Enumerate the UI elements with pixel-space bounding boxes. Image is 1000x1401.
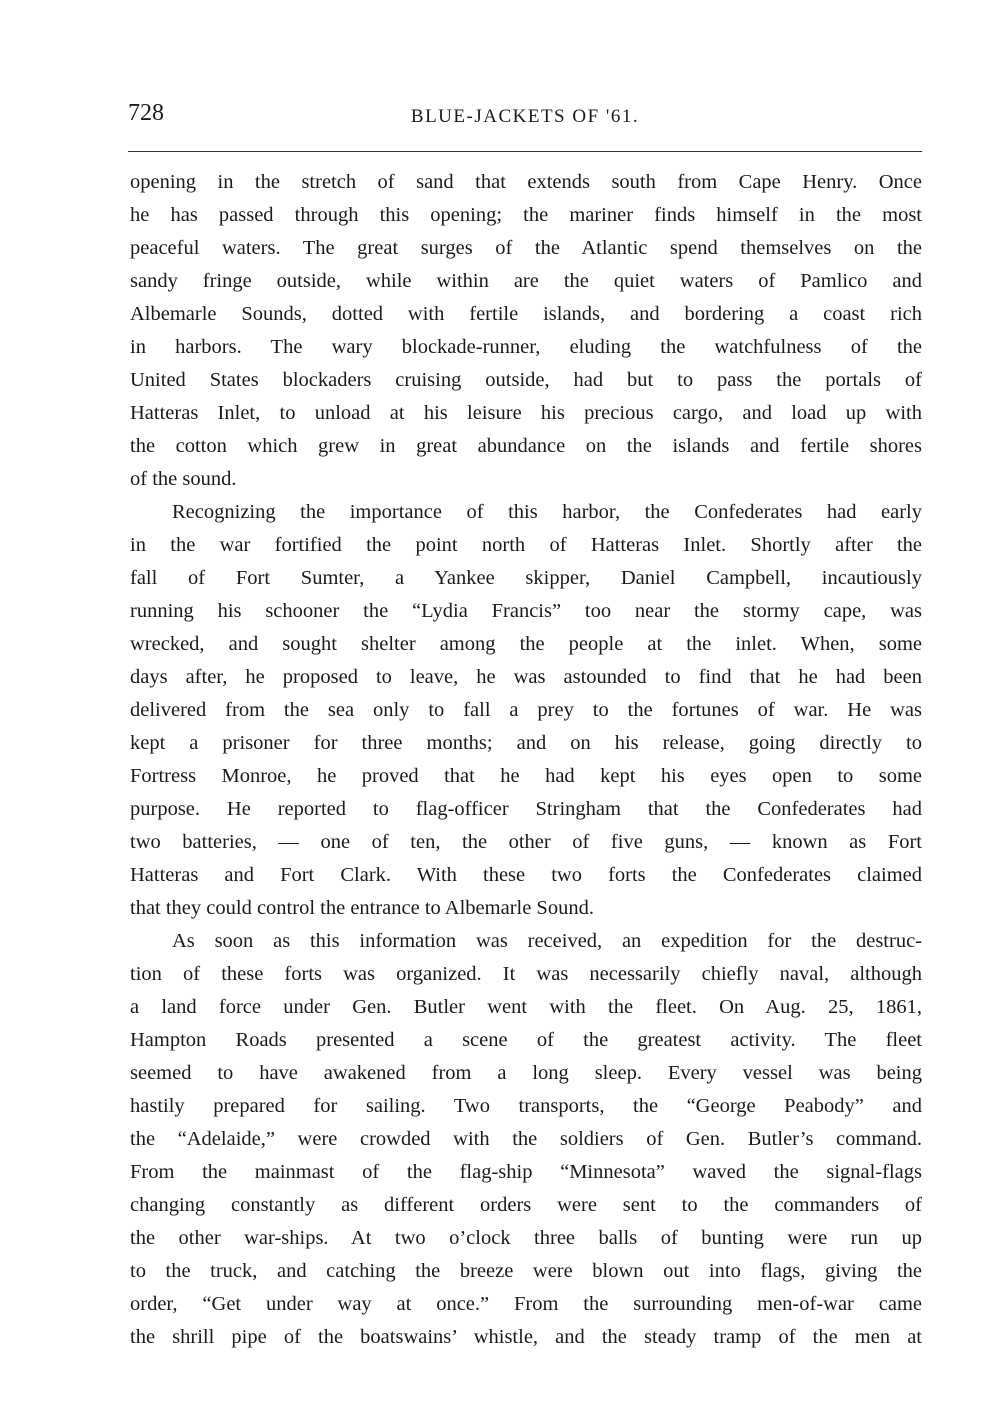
text-line: to the truck, and catching the breeze were blown out into flags, giving the [130, 1260, 922, 1282]
text-line: days after, he proposed to leave, he was astounded to find that he had been [130, 666, 922, 688]
paragraph [130, 496, 922, 925]
text-line: wrecked, and sought shelter among the people at the inlet. When, some [130, 633, 922, 655]
text-line: kept a prisoner for three months; and on his release, going directly to [130, 732, 922, 754]
text-line: fall of Fort Sumter, a Yankee skipper, Daniel Campbell, incautiously [130, 567, 922, 589]
text-line: Hatteras Inlet, to unload at his leisure his precious cargo, and load up with [130, 402, 922, 424]
text-line: the other war-ships. At two o’clock three balls of bunting were run up [130, 1227, 922, 1249]
text-line: in the war fortified the point north of Hatteras Inlet. Shortly after the [130, 534, 922, 556]
text-line: From the mainmast of the flag-ship “Minnesota” waved the signal-flags [130, 1161, 922, 1183]
text-line: running his schooner the “Lydia Francis” too near the stormy cape, was [130, 600, 922, 622]
text-line: a land force under Gen. Butler went with the fleet. On Aug. 25, 1861, [130, 996, 922, 1018]
text-line: tion of these forts was organized. It was necessarily chiefly naval, although [130, 963, 922, 985]
page-number: 728 [128, 100, 164, 126]
text-line: order, “Get under way at once.” From the surrounding men-of-war came [130, 1293, 922, 1315]
text-line: two batteries, — one of ten, the other of five guns, — known as Fort [130, 831, 922, 853]
text-line: Hatteras and Fort Clark. With these two forts the Confederates claimed [130, 864, 922, 886]
text-line: the shrill pipe of the boatswains’ whistle, and the steady tramp of the men at [130, 1326, 922, 1348]
text-line: As soon as this information was received, an expedition for the destruc- [172, 930, 922, 952]
text-line: in harbors. The wary blockade-runner, eluding the watchfulness of the [130, 336, 922, 358]
text-line: purpose. He reported to flag-officer Stringham that the Confederates had [130, 798, 922, 820]
text-line: Recognizing the importance of this harbor, the Confederates had early [172, 501, 922, 523]
text-line: hastily prepared for sailing. Two transports, the “George Peabody” and [130, 1095, 922, 1117]
running-title: BLUE-JACKETS OF '61. [410, 106, 640, 127]
text-line: the cotton which grew in great abundance on the islands and fertile shores [130, 435, 922, 457]
paragraph [130, 166, 922, 496]
text-line: changing constantly as different orders were sent to the commanders of [130, 1194, 922, 1216]
paragraph [130, 925, 922, 1354]
text-line: sandy fringe outside, while within are the quiet waters of Pamlico and [130, 270, 922, 292]
page-header [128, 100, 922, 140]
text-line: Fortress Monroe, he proved that he had kept his eyes open to some [130, 765, 922, 787]
text-line: United States blockaders cruising outside, had but to pass the portals of [130, 369, 922, 391]
text-line: Albemarle Sounds, dotted with fertile islands, and bordering a coast rich [130, 303, 922, 325]
page-body [130, 166, 922, 1354]
text-line: delivered from the sea only to fall a prey to the fortunes of war. He was [130, 699, 922, 721]
text-line: the “Adelaide,” were crowded with the soldiers of Gen. Butler’s command. [130, 1128, 922, 1150]
header-rule [128, 151, 922, 152]
text-line: opening in the stretch of sand that extends south from Cape Henry. Once [130, 171, 922, 193]
text-line: of the sound. [130, 468, 237, 490]
text-line: he has passed through this opening; the mariner finds himself in the most [130, 204, 922, 226]
text-line: Hampton Roads presented a scene of the greatest activity. The fleet [130, 1029, 922, 1051]
text-line: seemed to have awakened from a long sleep. Every vessel was being [130, 1062, 922, 1084]
text-line: that they could control the entrance to Albemarle Sound. [130, 897, 594, 919]
text-line: peaceful waters. The great surges of the Atlantic spend themselves on the [130, 237, 922, 259]
